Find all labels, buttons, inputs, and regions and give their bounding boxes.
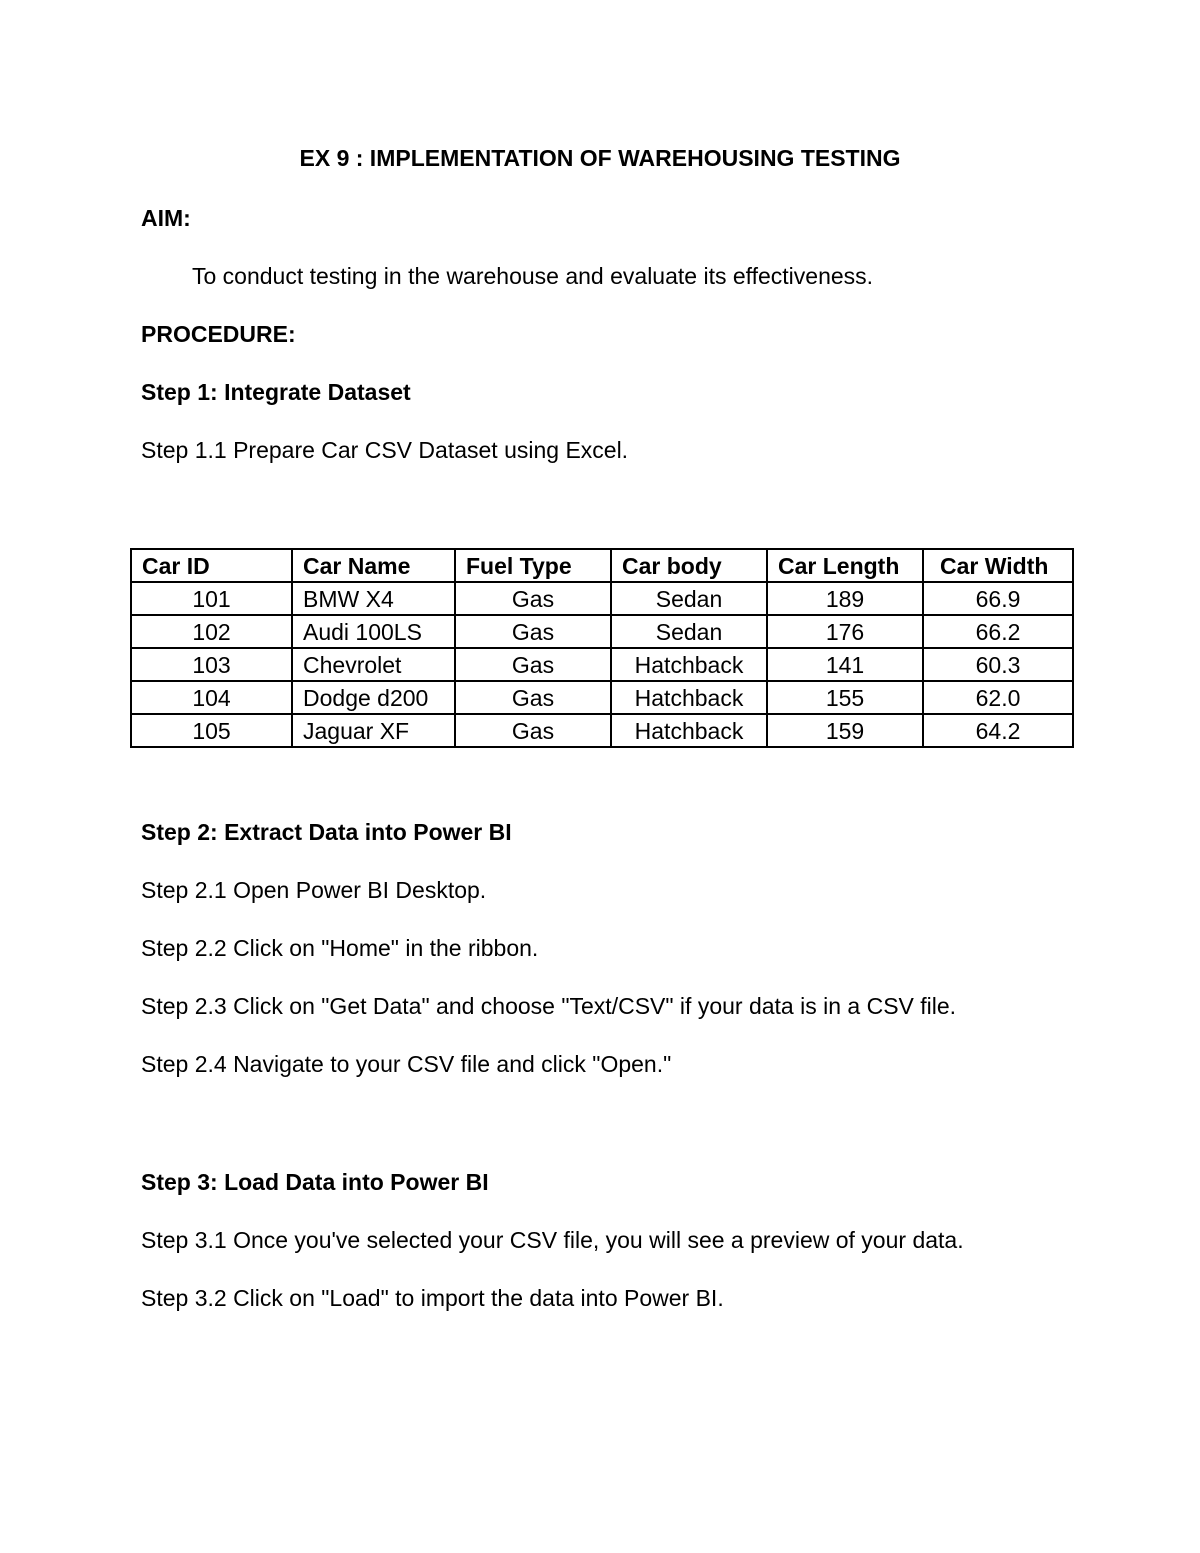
- step2-3-text: Step 2.3 Click on "Get Data" and choose "Text/CSV" if your data is in a CSV file.: [141, 993, 957, 1019]
- step3-2-text: Step 3.2 Click on "Load" to import the data into Power BI.: [141, 1285, 724, 1311]
- step1-1-text: Step 1.1 Prepare Car CSV Dataset using Excel.: [141, 437, 629, 463]
- header-car-name: Car Name: [292, 549, 455, 582]
- table-row: [131, 615, 1073, 648]
- cell-car-width: 60.3: [923, 648, 1073, 681]
- table-row: [131, 648, 1073, 681]
- header-car-body: Car body: [611, 549, 767, 582]
- procedure-heading: PROCEDURE:: [141, 321, 296, 347]
- step3-heading: Step 3: Load Data into Power BI: [141, 1169, 489, 1195]
- cell-car-width: 62.0: [923, 681, 1073, 714]
- cell-car-body: Hatchback: [611, 714, 767, 747]
- step2-heading: Step 2: Extract Data into Power BI: [141, 819, 512, 845]
- cell-car-width: 66.2: [923, 615, 1073, 648]
- cell-car-length: 189: [767, 582, 923, 615]
- cell-car-name: Jaguar XF: [292, 714, 455, 747]
- cell-car-body: Sedan: [611, 615, 767, 648]
- cell-car-name: Chevrolet: [292, 648, 455, 681]
- step2-4-text: Step 2.4 Navigate to your CSV file and click "Open.": [141, 1051, 672, 1077]
- cell-fuel-type: Gas: [455, 582, 611, 615]
- step3-1-text: Step 3.1 Once you've selected your CSV file, you will see a preview of your data.: [141, 1227, 964, 1253]
- cell-fuel-type: Gas: [455, 714, 611, 747]
- cell-car-id: 103: [131, 648, 292, 681]
- cell-car-name: Dodge d200: [292, 681, 455, 714]
- header-car-length: Car Length: [767, 549, 923, 582]
- step1-heading: Step 1: Integrate Dataset: [141, 379, 411, 405]
- header-fuel-type: Fuel Type: [455, 549, 611, 582]
- step2-1-text: Step 2.1 Open Power BI Desktop.: [141, 877, 487, 903]
- cell-car-id: 105: [131, 714, 292, 747]
- table-row: [131, 714, 1073, 747]
- aim-text: To conduct testing in the warehouse and evaluate its effectiveness.: [192, 263, 874, 289]
- cell-car-length: 159: [767, 714, 923, 747]
- table-row: [131, 681, 1073, 714]
- car-dataset-table: [130, 548, 1074, 748]
- cell-car-name: BMW X4: [292, 582, 455, 615]
- step2-2-text: Step 2.2 Click on "Home" in the ribbon.: [141, 935, 539, 961]
- cell-car-width: 66.9: [923, 582, 1073, 615]
- cell-car-id: 102: [131, 615, 292, 648]
- cell-fuel-type: Gas: [455, 615, 611, 648]
- cell-fuel-type: Gas: [455, 648, 611, 681]
- cell-car-body: Hatchback: [611, 648, 767, 681]
- cell-car-id: 104: [131, 681, 292, 714]
- cell-car-name: Audi 100LS: [292, 615, 455, 648]
- table-header-row: [131, 549, 1073, 582]
- aim-heading: AIM:: [141, 205, 191, 231]
- cell-car-length: 176: [767, 615, 923, 648]
- cell-car-width: 64.2: [923, 714, 1073, 747]
- cell-car-id: 101: [131, 582, 292, 615]
- header-car-width: Car Width: [923, 549, 1073, 582]
- cell-fuel-type: Gas: [455, 681, 611, 714]
- cell-car-body: Hatchback: [611, 681, 767, 714]
- header-car-id: Car ID: [131, 549, 292, 582]
- cell-car-length: 155: [767, 681, 923, 714]
- cell-car-body: Sedan: [611, 582, 767, 615]
- table-row: [131, 582, 1073, 615]
- cell-car-length: 141: [767, 648, 923, 681]
- document-title: EX 9 : IMPLEMENTATION OF WAREHOUSING TESTING: [299, 145, 901, 171]
